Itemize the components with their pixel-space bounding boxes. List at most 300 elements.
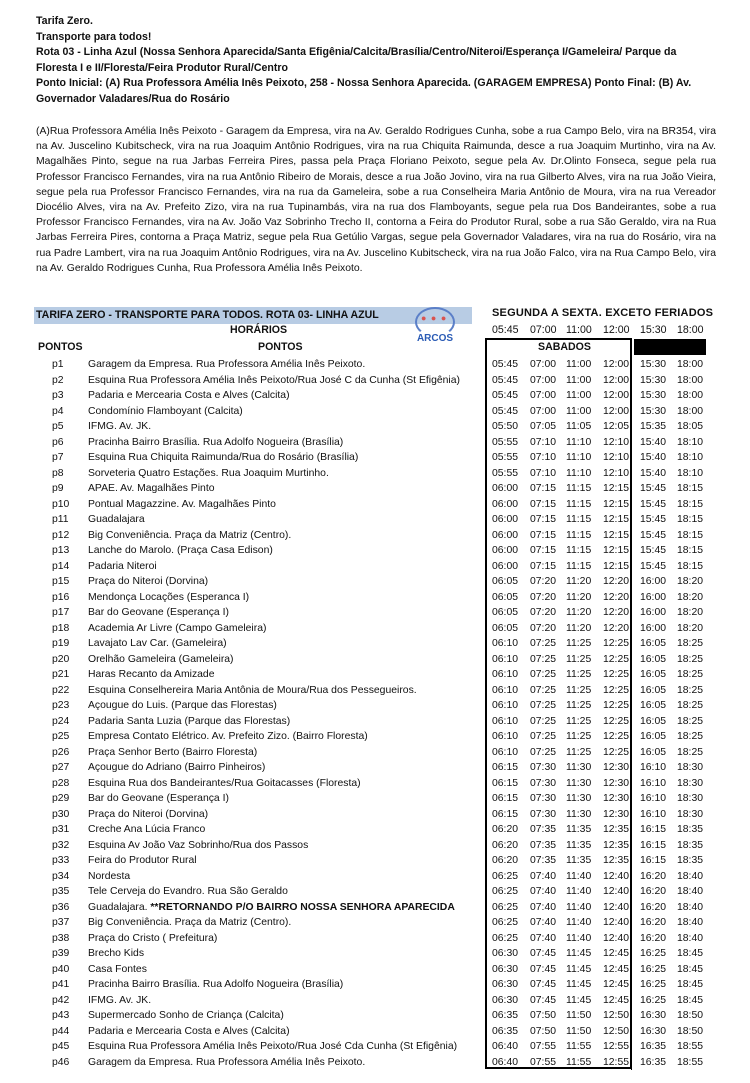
point-name: Supermercado Sonho de Criança (Calcita) <box>88 1010 284 1021</box>
point-name: Big Conveniência. Praça da Matriz (Centro). <box>88 529 292 541</box>
departure-time: 07:30 <box>530 762 557 773</box>
departure-time: 18:20 <box>677 622 704 634</box>
departure-time: 15:40 <box>640 467 667 479</box>
departure-time: 18:20 <box>677 576 704 587</box>
departure-time: 12:55 <box>603 1041 630 1052</box>
departure-time: 18:25 <box>677 653 704 665</box>
point-name: Big Conveniência. Praça da Matriz (Centro). <box>88 917 292 928</box>
point-id: p25 <box>52 731 70 742</box>
point-id: p35 <box>52 886 70 897</box>
departure-time: 18:25 <box>677 715 704 727</box>
point-id: p27 <box>52 762 70 773</box>
table-row <box>0 838 750 854</box>
point-name: Haras Recanto da Amizade <box>88 669 215 680</box>
point-id: p16 <box>52 591 70 603</box>
point-name: Pontual Magazzine. Av. Magalhães Pinto <box>88 498 276 510</box>
departure-time: 18:15 <box>677 560 704 572</box>
departure-time: 07:25 <box>530 700 557 711</box>
point-name: Praça Senhor Berto (Bairro Floresta) <box>88 746 258 758</box>
departure-time: 06:40 <box>492 1041 519 1052</box>
header-transporte: Transporte para todos! <box>36 30 152 43</box>
table-row <box>0 791 750 807</box>
column-separator <box>631 915 632 931</box>
departure-time: 11:15 <box>566 560 592 572</box>
table-row <box>0 962 750 978</box>
point-id: p11 <box>52 514 69 525</box>
departure-time: 11:20 <box>566 607 592 618</box>
header-black-bar <box>634 339 706 355</box>
column-separator <box>631 466 632 482</box>
departure-time: 18:55 <box>677 1056 704 1068</box>
departure-time: 16:05 <box>640 669 667 680</box>
point-name: Condomínio Flamboyant (Calcita) <box>88 405 243 417</box>
departure-time: 11:25 <box>566 715 592 727</box>
departure-time: 06:25 <box>492 901 519 913</box>
departure-time: 07:35 <box>530 824 557 835</box>
departure-time: 18:25 <box>677 731 704 742</box>
departure-time: 15:45 <box>640 545 667 556</box>
column-separator <box>631 497 632 513</box>
departure-time: 06:25 <box>492 932 519 944</box>
point-name: Padaria Niteroi <box>88 560 157 572</box>
departure-time: 16:05 <box>640 638 667 649</box>
point-id: p22 <box>52 684 70 696</box>
point-id: p33 <box>52 855 70 866</box>
departure-time: 15:30 <box>640 390 667 401</box>
departure-time: 18:25 <box>677 746 704 758</box>
departure-time: 07:25 <box>530 746 557 758</box>
point-name: Pracinha Bairro Brasília. Rua Adolfo Nogueira (Brasília) <box>88 436 344 448</box>
column-separator <box>631 481 632 497</box>
departure-time: 16:25 <box>640 963 667 975</box>
departure-time: 06:00 <box>492 483 519 494</box>
departure-time: 11:30 <box>566 777 592 789</box>
departure-time: 18:05 <box>677 421 704 432</box>
point-id: p7 <box>52 452 64 463</box>
point-note: **RETORNANDO P/O BAIRRO NOSSA SENHORA APARECIDA <box>147 901 455 913</box>
departure-time: 15:45 <box>640 529 667 541</box>
point-id: p18 <box>52 622 70 634</box>
point-name: Creche Ana Lúcia Franco <box>88 824 206 835</box>
point-name: Brecho Kids <box>88 948 145 959</box>
departure-time: 11:20 <box>566 576 592 587</box>
departure-time: 07:45 <box>530 963 557 975</box>
departure-time: 07:10 <box>530 452 557 463</box>
departure-time: 06:10 <box>492 731 519 742</box>
header-tarifa: Tarifa Zero. <box>36 15 93 27</box>
departure-time: 18:25 <box>677 669 704 680</box>
column-separator <box>631 977 632 993</box>
saturday-header: SABADOS <box>538 341 591 353</box>
point-id: p17 <box>52 607 70 618</box>
departure-time: 11:15 <box>566 483 592 494</box>
table-row <box>0 621 750 637</box>
departure-time: 12:40 <box>603 870 630 882</box>
departure-time: 06:10 <box>492 715 519 727</box>
departure-time: 07:25 <box>530 638 557 649</box>
column-separator <box>631 404 632 420</box>
departure-time: 11:00 <box>566 374 592 386</box>
departure-time: 06:30 <box>492 948 519 959</box>
column-separator <box>631 869 632 885</box>
point-name: Esquina Rua dos Bandeirantes/Rua Goitacasses (Floresta) <box>88 777 361 789</box>
departure-time: 07:00 <box>530 374 557 386</box>
departure-time: 18:00 <box>677 390 704 401</box>
point-name: Lanche do Marolo. (Praça Casa Edison) <box>88 545 273 556</box>
departure-time: 07:05 <box>530 421 557 432</box>
point-name: Padaria e Mercearia Costa e Alves (Calcita) <box>88 390 290 401</box>
table-row <box>0 419 750 435</box>
point-id: p44 <box>52 1025 70 1037</box>
column-separator <box>631 791 632 807</box>
departure-time: 12:25 <box>603 746 630 758</box>
point-name: IFMG. Av. JK. <box>88 421 152 432</box>
point-name: Garagem da Empresa. Rua Professora Amélia Inês Peixoto. <box>88 1056 366 1068</box>
departure-time: 12:30 <box>603 808 630 820</box>
logo-text: ARCOS <box>416 333 454 344</box>
departure-time: 12:05 <box>603 421 630 432</box>
departure-time: 12:50 <box>603 1025 630 1037</box>
point-id: p40 <box>52 963 70 975</box>
point-name: Esquina Rua Professora Amélia Inês Peixoto/Rua José C da Cunha (St Efigênia) <box>88 374 460 386</box>
departure-time: 12:15 <box>603 483 630 494</box>
table-row <box>0 450 750 466</box>
point-name: Nordesta <box>88 870 131 882</box>
table-row <box>0 900 750 916</box>
table-row <box>0 1055 750 1071</box>
departure-time: 11:25 <box>566 653 592 665</box>
departure-time: 06:25 <box>492 870 519 882</box>
departure-time: 15:30 <box>640 374 667 386</box>
table-row <box>0 543 750 559</box>
table-row <box>0 404 750 420</box>
point-name: Padaria e Mercearia Costa e Alves (Calcita) <box>88 1025 290 1037</box>
departure-time: 07:15 <box>530 514 557 525</box>
departure-time: 12:40 <box>603 917 630 928</box>
table-row <box>0 435 750 451</box>
departure-time: 07:40 <box>530 870 557 882</box>
departure-time: 16:20 <box>640 901 667 913</box>
departure-time: 07:55 <box>530 1041 557 1052</box>
departure-time: 11:10 <box>566 436 592 448</box>
column-separator <box>631 590 632 606</box>
departure-time: 12:40 <box>603 901 630 913</box>
column-separator <box>631 931 632 947</box>
departure-time: 11:45 <box>566 948 592 959</box>
departure-time: 12:15 <box>603 560 630 572</box>
departure-time: 05:55 <box>492 436 519 448</box>
departure-time: 11:25 <box>566 700 592 711</box>
departure-time: 11:20 <box>566 591 592 603</box>
departure-time: 18:25 <box>677 700 704 711</box>
departure-time: 16:25 <box>640 994 667 1006</box>
departure-time: 05:45 <box>492 405 519 417</box>
departure-time: 11:50 <box>566 1010 592 1021</box>
point-id: p9 <box>52 483 64 494</box>
departure-time: 06:40 <box>492 1056 519 1068</box>
departure-time: 12:45 <box>603 963 630 975</box>
table-row <box>0 822 750 838</box>
table-row <box>0 466 750 482</box>
column-separator <box>631 373 632 389</box>
departure-time: 07:30 <box>530 777 557 789</box>
departure-time: 18:00 <box>677 359 704 370</box>
column-separator <box>631 807 632 823</box>
departure-time: 06:00 <box>492 545 519 556</box>
departure-time: 12:25 <box>603 638 630 649</box>
departure-time: 11:55 <box>566 1056 592 1068</box>
table-row <box>0 590 750 606</box>
table-row <box>0 1024 750 1040</box>
departure-time: 11:40 <box>566 886 592 897</box>
column-separator <box>631 1008 632 1024</box>
point-name: Empresa Contato Elétrico. Av. Prefeito Zizo. (Bairro Floresta) <box>88 731 368 742</box>
departure-time: 06:20 <box>492 855 519 866</box>
point-id: p30 <box>52 808 70 820</box>
point-name: Lavajato Lav Car. (Gameleira) <box>88 638 227 649</box>
departure-time: 18:10 <box>677 452 704 463</box>
column-separator <box>631 822 632 838</box>
departure-time: 07:15 <box>530 545 557 556</box>
departure-time: 12:30 <box>603 762 630 773</box>
departure-time: 06:05 <box>492 576 519 587</box>
departure-time: 16:05 <box>640 653 667 665</box>
departure-time: 16:25 <box>640 948 667 959</box>
point-id: p4 <box>52 405 64 417</box>
table-row <box>0 667 750 683</box>
departure-time: 16:10 <box>640 762 667 773</box>
point-name: Esquina Rua Professora Amélia Inês Peixoto/Rua José Cda Cunha (St Efigênia) <box>88 1041 458 1052</box>
weekday-time: 12:00 <box>603 324 630 336</box>
departure-time: 16:05 <box>640 746 667 758</box>
departure-time: 18:00 <box>677 374 704 386</box>
point-name: Esquina Conselhereira Maria Antônia de Moura/Rua dos Pessegueiros. <box>88 684 417 696</box>
departure-time: 15:40 <box>640 436 667 448</box>
departure-time: 18:30 <box>677 762 704 773</box>
departure-time: 11:45 <box>566 979 592 990</box>
departure-time: 11:30 <box>566 808 592 820</box>
departure-time: 12:30 <box>603 793 630 804</box>
point-id: p12 <box>52 529 70 541</box>
departure-time: 12:25 <box>603 715 630 727</box>
document-header <box>36 14 716 107</box>
departure-time: 07:35 <box>530 839 557 851</box>
point-name: Bar do Geovane (Esperança I) <box>88 607 229 618</box>
departure-time: 11:30 <box>566 762 592 773</box>
point-id: p42 <box>52 994 70 1006</box>
departure-time: 18:20 <box>677 591 704 603</box>
departure-time: 12:25 <box>603 669 630 680</box>
departure-time: 12:50 <box>603 1010 630 1021</box>
table-row <box>0 915 750 931</box>
table-row <box>0 512 750 528</box>
departure-time: 11:05 <box>566 421 592 432</box>
departure-time: 07:15 <box>530 483 557 494</box>
table-row <box>0 559 750 575</box>
table-row <box>0 528 750 544</box>
table-row <box>0 884 750 900</box>
departure-time: 06:30 <box>492 963 519 975</box>
departure-time: 11:55 <box>566 1041 592 1052</box>
departure-time: 12:20 <box>603 576 630 587</box>
horarios-label: HORÁRIOS <box>230 324 288 336</box>
table-row <box>0 574 750 590</box>
departure-time: 16:20 <box>640 917 667 928</box>
departure-time: 07:00 <box>530 405 557 417</box>
point-id: p39 <box>52 948 70 959</box>
departure-time: 07:50 <box>530 1025 557 1037</box>
point-name: Academia Ar Livre (Campo Gameleira) <box>88 622 267 634</box>
departure-time: 18:15 <box>677 529 704 541</box>
arcos-logo <box>407 305 461 350</box>
departure-time: 15:45 <box>640 514 667 525</box>
column-separator <box>631 528 632 544</box>
departure-time: 07:40 <box>530 901 557 913</box>
pontos-id-header: PONTOS <box>38 341 83 353</box>
point-name: IFMG. Av. JK. <box>88 994 152 1006</box>
point-name: APAE. Av. Magalhães Pinto <box>88 483 215 494</box>
departure-time: 18:35 <box>677 824 704 835</box>
table-row <box>0 993 750 1009</box>
weekday-header: SEGUNDA A SEXTA. EXCETO FERIADOS <box>492 307 714 319</box>
departure-time: 07:50 <box>530 1010 557 1021</box>
departure-time: 07:30 <box>530 808 557 820</box>
departure-time: 18:30 <box>677 808 704 820</box>
departure-time: 06:10 <box>492 653 519 665</box>
departure-time: 11:25 <box>566 638 592 649</box>
departure-time: 18:55 <box>677 1041 704 1052</box>
departure-time: 07:35 <box>530 855 557 866</box>
point-id: p13 <box>52 545 70 556</box>
point-name: Garagem da Empresa. Rua Professora Amélia Inês Peixoto. <box>88 359 366 370</box>
departure-time: 11:45 <box>566 963 592 975</box>
departure-time: 16:35 <box>640 1056 667 1068</box>
departure-time: 16:30 <box>640 1025 667 1037</box>
header-rota: Rota 03 - Linha Azul (Nossa Senhora Aparecida/Santa Efigênia/Calcita/Brasília/Centro/Niteroi/Esperança I/Gameleira/ Parque da Floresta I e II/Floresta/Feira Produtor Rural/Centro <box>36 46 677 74</box>
table-row <box>0 869 750 885</box>
departure-time: 18:45 <box>677 963 704 975</box>
departure-time: 06:35 <box>492 1025 519 1037</box>
table-row <box>0 931 750 947</box>
departure-time: 15:40 <box>640 452 667 463</box>
departure-time: 11:45 <box>566 994 592 1006</box>
departure-time: 12:45 <box>603 994 630 1006</box>
departure-time: 12:35 <box>603 855 630 866</box>
departure-time: 16:00 <box>640 622 667 634</box>
point-name: Esquina Rua Chiquita Raimunda/Rua do Rosário (Brasília) <box>88 452 359 463</box>
table-row <box>0 481 750 497</box>
departure-time: 12:15 <box>603 545 630 556</box>
departure-time: 07:40 <box>530 932 557 944</box>
departure-time: 11:10 <box>566 452 592 463</box>
point-id: p6 <box>52 436 64 448</box>
departure-time: 16:10 <box>640 793 667 804</box>
table-row <box>0 853 750 869</box>
departure-time: 05:55 <box>492 467 519 479</box>
departure-time: 16:05 <box>640 715 667 727</box>
point-id: p14 <box>52 560 70 572</box>
departure-time: 11:40 <box>566 901 592 913</box>
departure-time: 11:20 <box>566 622 592 634</box>
departure-time: 05:55 <box>492 452 519 463</box>
departure-time: 18:40 <box>677 870 704 882</box>
departure-time: 18:35 <box>677 839 704 851</box>
departure-time: 12:45 <box>603 948 630 959</box>
column-separator <box>631 683 632 699</box>
departure-time: 12:20 <box>603 591 630 603</box>
point-id: p34 <box>52 870 70 882</box>
departure-time: 06:25 <box>492 886 519 897</box>
departure-time: 18:15 <box>677 498 704 510</box>
departure-time: 07:10 <box>530 436 557 448</box>
departure-time: 12:35 <box>603 824 630 835</box>
departure-time: 12:15 <box>603 498 630 510</box>
logo-people-icon: ● ● ● <box>421 313 448 323</box>
point-id: p41 <box>52 979 70 990</box>
point-id: p2 <box>52 374 64 386</box>
point-name: Açougue do Luis. (Parque das Florestas) <box>88 700 277 711</box>
departure-time: 11:40 <box>566 932 592 944</box>
departure-time: 18:25 <box>677 684 704 696</box>
column-separator <box>631 1039 632 1055</box>
column-separator <box>631 884 632 900</box>
departure-time: 06:30 <box>492 979 519 990</box>
departure-time: 12:25 <box>603 700 630 711</box>
departure-time: 06:10 <box>492 638 519 649</box>
departure-time: 16:20 <box>640 870 667 882</box>
departure-time: 07:00 <box>530 359 557 370</box>
departure-time: 07:25 <box>530 653 557 665</box>
departure-time: 07:40 <box>530 917 557 928</box>
point-id: p45 <box>52 1041 70 1052</box>
departure-time: 18:15 <box>677 483 704 494</box>
point-name: Pracinha Bairro Brasília. Rua Adolfo Nogueira (Brasília) <box>88 979 344 990</box>
point-id: p31 <box>52 824 70 835</box>
table-row <box>0 388 750 404</box>
point-id: p26 <box>52 746 70 758</box>
departure-time: 16:20 <box>640 886 667 897</box>
departure-time: 18:15 <box>677 545 704 556</box>
departure-time: 11:25 <box>566 731 592 742</box>
point-id: p43 <box>52 1010 70 1021</box>
departure-time: 18:20 <box>677 607 704 618</box>
point-name: Guadalajara. **RETORNANDO P/O BAIRRO NOSSA SENHORA APARECIDA <box>88 901 455 913</box>
departure-time: 07:15 <box>530 498 557 510</box>
column-separator <box>631 357 632 373</box>
table-row <box>0 807 750 823</box>
column-separator <box>631 388 632 404</box>
column-separator <box>631 962 632 978</box>
departure-time: 15:45 <box>640 560 667 572</box>
point-id: p5 <box>52 421 64 432</box>
point-name: Tele Cerveja do Evandro. Rua São Geraldo <box>88 886 288 897</box>
departure-time: 11:25 <box>566 746 592 758</box>
point-name: Feira do Produtor Rural <box>88 855 197 866</box>
departure-time: 11:15 <box>566 545 592 556</box>
departure-time: 11:00 <box>566 390 592 401</box>
point-id: p38 <box>52 932 70 944</box>
weekday-time: 07:00 <box>530 324 557 336</box>
departure-time: 07:20 <box>530 591 557 603</box>
departure-time: 18:30 <box>677 777 704 789</box>
departure-time: 07:45 <box>530 994 557 1006</box>
table-row <box>0 776 750 792</box>
departure-time: 11:25 <box>566 669 592 680</box>
departure-time: 16:20 <box>640 932 667 944</box>
point-id: p10 <box>52 498 70 510</box>
departure-time: 18:45 <box>677 994 704 1006</box>
column-separator <box>631 729 632 745</box>
